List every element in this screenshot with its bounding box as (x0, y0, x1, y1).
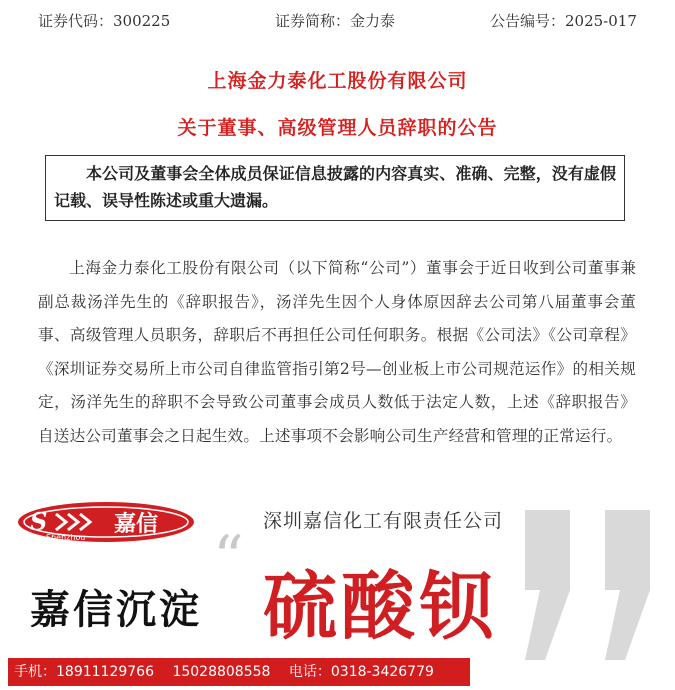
company-title: 上海金力泰化工股份有限公司 (207, 70, 468, 92)
logo-sub-text: Shenzhou (46, 533, 86, 542)
stock-short-name: 证券简称：金力泰 (275, 12, 396, 30)
brand-logo (16, 500, 196, 544)
ad-open-quote: “ (213, 523, 244, 593)
advertisement-banner[interactable] (8, 490, 675, 690)
ad-mobile-2: 15028808558 (172, 664, 271, 680)
announcement-body: 上海金力泰化工股份有限公司（以下简称“公司”）董事会于近日收到公司董事兼副总裁汤洋先生的《辞职报告》，汤洋先生因个人身体原因辞去公司第八届董事会董事、高级管理人员职务，辞职后不再担任公司任何职务。根据《公司法》《公司章程》《深圳证券交易所上市公司自律监管指引第2号—创业板上市公司规范运作》的相关规定，汤洋先生的辞职不会导致公司董事会成员人数低于法定人数，上述《辞职报告》自送达公司董事会之日起生效。上述事项不会影响公司生产经营和管理的正常运行。 (38, 259, 636, 445)
quote-mark-icon (505, 500, 675, 670)
stock-code: 证券代码：300225 (38, 12, 171, 30)
ad-contact-bar (8, 658, 470, 686)
ad-subtitle: 嘉信沉淀 (30, 587, 202, 633)
notice-title: 关于董事、高级管理人员辞职的公告 (177, 117, 498, 139)
announcement-header (0, 10, 675, 32)
ad-company-name: 深圳嘉信化工有限责任公司 (263, 510, 504, 532)
ad-mobile-1: 手机：18911129766 (14, 664, 154, 680)
svg-text:S: S (30, 507, 48, 536)
announcement-number: 公告编号：2025-017 (490, 12, 637, 30)
disclaimer-box: 本公司及董事会全体成员保证信息披露的内容真实、准确、完整，没有虚假记载、误导性陈述或重大遗漏。 (45, 155, 625, 221)
ad-telephone: 电话：0318-3426779 (288, 664, 434, 680)
logo-text: 嘉信 (114, 511, 159, 537)
ad-product-name: 硫酸钡 (263, 564, 497, 650)
